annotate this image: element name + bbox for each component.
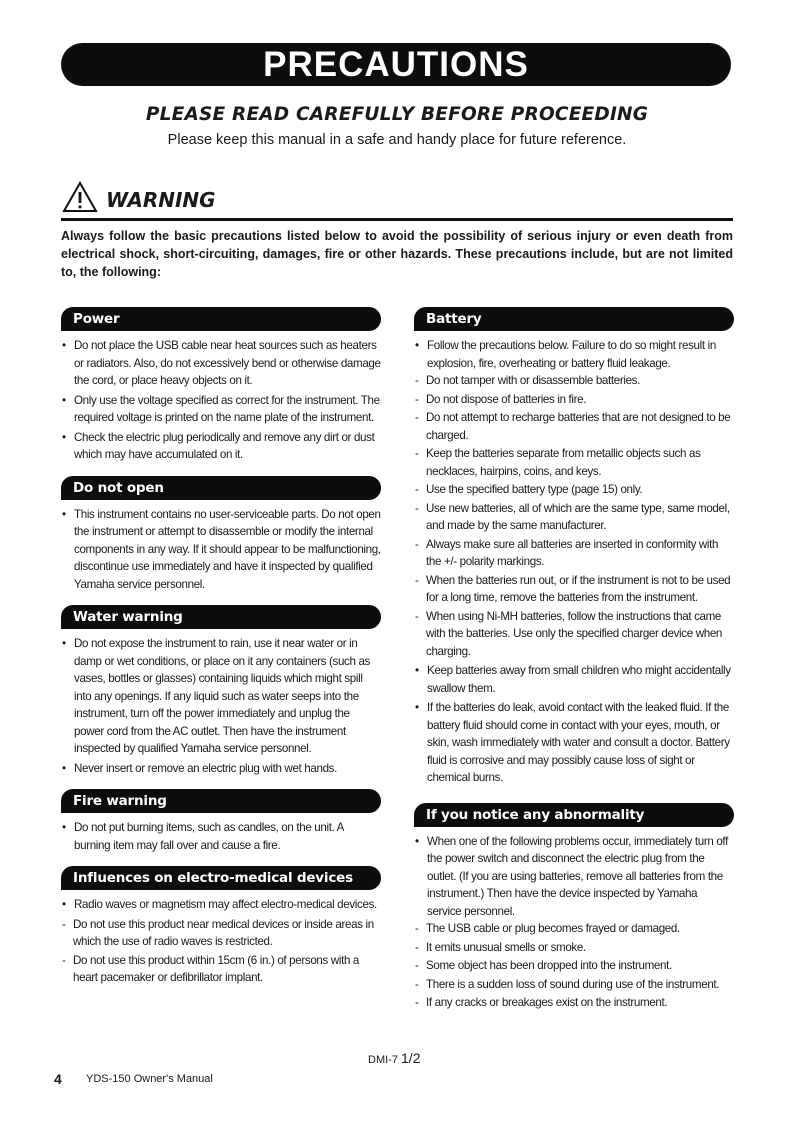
subtitle: PLEASE READ CAREFULLY BEFORE PROCEEDING [145, 104, 649, 125]
sub-item: - The USB cable or plug becomes frayed or damaged. [414, 920, 734, 938]
right-column [414, 307, 734, 1024]
section-abnormality [414, 803, 734, 1012]
list-item [414, 833, 734, 1012]
sub-item: - Keep the batteries separate from metallic objects such as necklaces, hairpins, coins, and keys. [414, 445, 734, 480]
page-title: PRECAUTIONS [263, 44, 529, 84]
sub-item: - Use new batteries, all of which are the same type, same model, and made by the same manufacturer. [414, 500, 734, 535]
section-heading: Water warning [61, 605, 381, 629]
manual-name: YDS-150 Owner's Manual [86, 1073, 213, 1085]
list-item: • Radio waves or magnetism may affect electro-medical devices. [61, 896, 381, 914]
sub-item: - There is a sudden loss of sound during use of the instrument. [414, 976, 734, 994]
warning-triangle-icon [62, 181, 98, 213]
list-item: • Do not place the USB cable near heat sources such as heaters or radiators. Also, do not excessively bend or otherwise damage the cord, or place heavy objects on it. [61, 337, 381, 390]
list-item: • Keep batteries away from small children who might accidentally swallow them. [414, 662, 734, 697]
sub-item: - Do not tamper with or disassemble batteries. [414, 372, 734, 390]
section-battery [414, 307, 734, 787]
list-item: • Only use the voltage specified as correct for the instrument. The required voltage is printed on the name plate of the instrument. [61, 392, 381, 427]
sub-item: - Always make sure all batteries are inserted in conformity with the +/- polarity markings. [414, 536, 734, 571]
list-item: • This instrument contains no user-serviceable parts. Do not open the instrument or attempt to disassemble or modify the internal components in any way. If it should appear to be malfunctioning, discontinue use immediately and have it inspected by qualified Yamaha service personnel. [61, 506, 381, 594]
list-item: • Check the electric plug periodically and remove any dirt or dust which may have accumulated on it. [61, 429, 381, 464]
section-heading: Influences on electro-medical devices [61, 866, 381, 890]
section-water-warning [61, 605, 381, 777]
section-heading: Do not open [61, 476, 381, 500]
list-item: • If the batteries do leak, avoid contact with the leaked fluid. If the battery fluid should come in contact with your eyes, mouth, or skin, wash immediately with water and consult a doctor. Battery fluid is corrosive and may possibly cause loss of sight or chemical burns. [414, 699, 734, 787]
section-power [61, 307, 381, 464]
list-item: • Never insert or remove an electric plug with wet hands. [61, 760, 381, 778]
sub-item: - It emits unusual smells or smoke. [414, 939, 734, 957]
section-fire-warning [61, 789, 381, 854]
list-item: • Do not put burning items, such as candles, on the unit. A burning item may fall over and cause a fire. [61, 819, 381, 854]
list-item: • Do not expose the instrument to rain, use it near water or in damp or wet conditions, or place on it any containers (such as vases, bottles or glasses) containing liquids which might spill into any openings. If any liquid such as water seeps into the instrument, turn off the power immediately and unplug the power cord from the AC outlet. Then have the instrument inspected by qualified Yamaha service personnel. [61, 635, 381, 758]
list-item [414, 337, 734, 660]
sub-item: - When the batteries run out, or if the instrument is not to be used for a long time, remove the batteries from the instrument. [414, 572, 734, 607]
sub-item: - Use the specified battery type (page 15) only. [414, 481, 734, 499]
section-heading: If you notice any abnormality [414, 803, 734, 827]
warning-header [61, 177, 733, 221]
code-prefix: DMI-7 [368, 1054, 398, 1066]
document-code [368, 1050, 420, 1066]
sub-item: - Some object has been dropped into the instrument. [414, 957, 734, 975]
left-column [61, 307, 381, 999]
page-number: 4 [54, 1071, 62, 1087]
section-do-not-open [61, 476, 381, 594]
sub-item: - Do not attempt to recharge batteries that are not designed to be charged. [414, 409, 734, 444]
section-heading: Power [61, 307, 381, 331]
section-heading: Fire warning [61, 789, 381, 813]
sub-item: - Do not dispose of batteries in fire. [414, 391, 734, 409]
section-electro-medical [61, 866, 381, 987]
sub-item: - Do not use this product near medical devices or inside areas in which the use of radio waves is restricted. [61, 916, 381, 951]
code-page: 1/2 [401, 1050, 421, 1066]
keep-note: Please keep this manual in a safe and handy place for future reference. [167, 132, 627, 148]
warning-intro: Always follow the basic precautions listed below to avoid the possibility of serious injury or even death from electrical shock, short-circuiting, damages, fire or other hazards. These precautions include, but are not limited to, the following: [61, 229, 733, 279]
battery-intro: Follow the precautions below. Failure to do so might result in explosion, fire, overheating or battery fluid leakage. [427, 339, 716, 370]
warning-label: WARNING [106, 187, 216, 212]
abnormality-intro: When one of the following problems occur, immediately turn off the power switch and disconnect the electric plug from the outlet. (If you are using batteries, remove all batteries from the instrument.) Then have the device inspected by Yamaha service personnel. [427, 834, 728, 918]
sub-item: - When using Ni-MH batteries, follow the instructions that came with the batteries. Use only the specified charger device when charging. [414, 608, 734, 661]
sub-item: - Do not use this product within 15cm (6 in.) of persons with a heart pacemaker or defibrillator implant. [61, 952, 381, 987]
title-banner [61, 43, 731, 86]
section-heading: Battery [414, 307, 734, 331]
sub-item: - If any cracks or breakages exist on the instrument. [414, 994, 734, 1012]
